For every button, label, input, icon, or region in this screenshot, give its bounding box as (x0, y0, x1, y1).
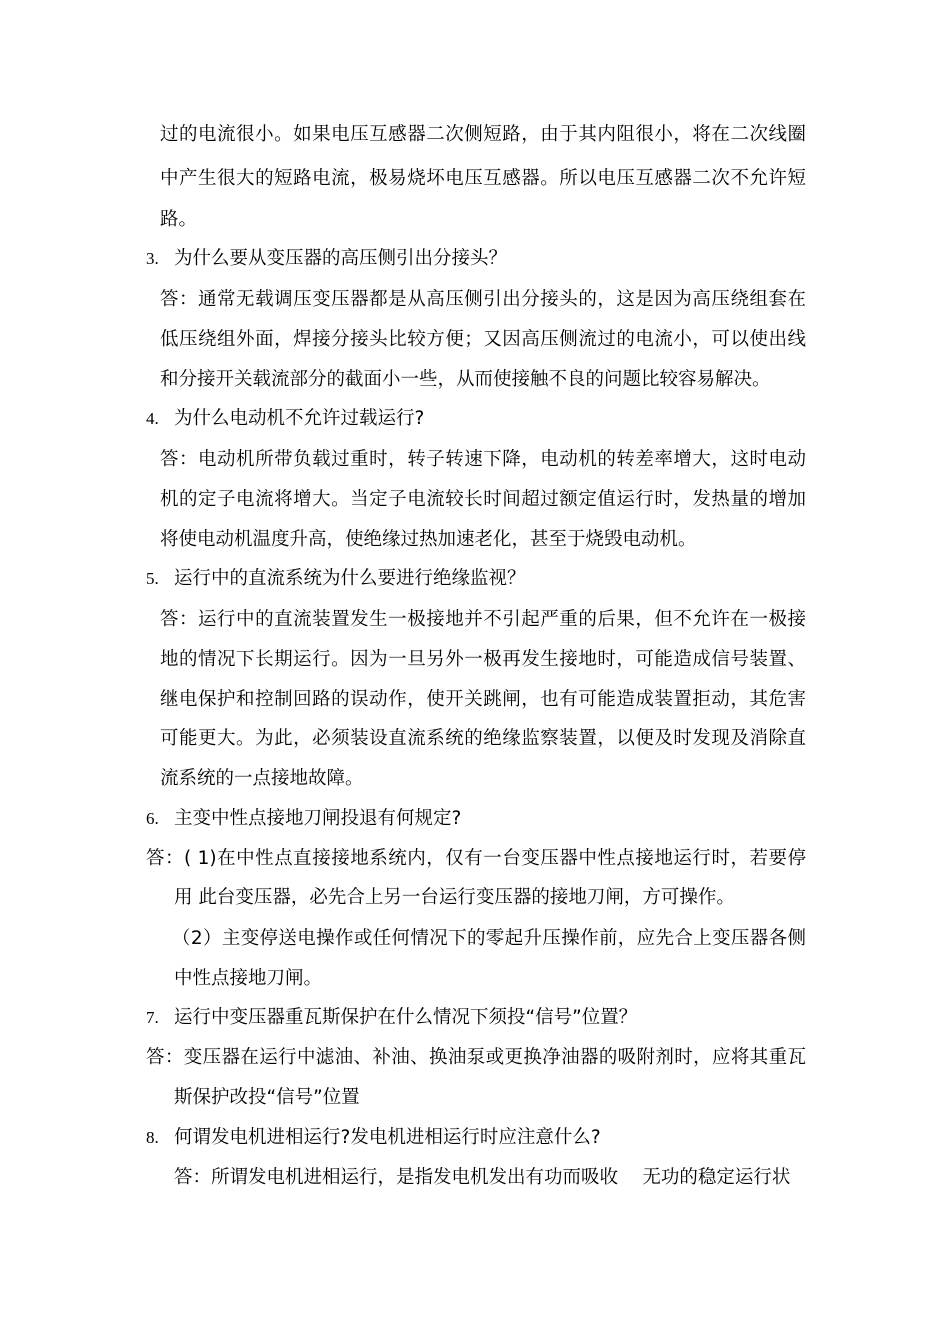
answer-line: 斯保护改投“信号”位置 (174, 1087, 360, 1108)
question-text: 为什么电动机不允许过载运行? (174, 408, 425, 429)
question-text: 主变中性点接地刀闸投退有何规定? (174, 808, 462, 829)
question-text: 运行中的直流系统为什么要进行绝缘监视？ (174, 568, 526, 589)
answer-line: 答：所谓发电机进相运行，是指发电机发出有功而吸收 无功的稳定运行状 (174, 1167, 791, 1188)
answer-line: 可能更大。为此，必须装设直流系统的绝缘监察装置，以便及时发现及消除直 (160, 728, 806, 749)
question-number: 7. (146, 1008, 159, 1027)
answer-line: 中性点接地刀闸。 (174, 968, 323, 989)
answer-line: 答：运行中的直流装置发生一极接地并不引起严重的后果，但不允许在一极接 (160, 609, 806, 630)
answer-line: 答：( 1)在中性点直接接地系统内，仅有一台变压器中性点接地运行时，若要停 (146, 848, 806, 869)
question-number: 5. (146, 569, 159, 588)
answer-line: 低压绕组外面，焊接分接头比较方便；又因高压侧流过的电流小，可以使出线 (160, 329, 806, 350)
answer-line: 机的定子电流将增大。当定子电流较长时间超过额定值运行时，发热量的增加 (160, 489, 806, 510)
answer-line: 和分接开关载流部分的截面小一些，从而使接触不良的问题比较容易解决。 (160, 369, 771, 390)
question-number: 4. (146, 409, 159, 428)
question-number: 6. (146, 809, 159, 828)
answer-line: 继电保护和控制回路的误动作，使开关跳闸，也有可能造成装置拒动，其危害 (160, 689, 806, 710)
question-number: 3. (146, 249, 159, 268)
answer-line: 答：通常无载调压变压器都是从高压侧引出分接头的，这是因为高压绕组套在 (160, 289, 806, 310)
answer-line: 答：电动机所带负载过重时，转子转速下降，电动机的转差率增大，这时电动 (160, 449, 806, 470)
answer-line: 用 此台变压器，必先合上另一台运行变压器的接地刀闸，方可操作。 (174, 887, 735, 908)
answer-line: 流系统的一点接地故障。 (160, 768, 364, 789)
question-number: 8. (146, 1128, 159, 1147)
answer-line: 地的情况下长期运行。因为一旦另外一极再发生接地时，可能造成信号装置、 (160, 649, 806, 670)
question-text: 何谓发电机进相运行?发电机进相运行时应注意什么? (174, 1127, 601, 1148)
answer-line: 将使电动机温度升高，使绝缘过热加速老化，甚至于烧毁电动机。 (160, 529, 697, 550)
answer-continuation-line: 过的电流很小。如果电压互感器二次侧短路，由于其内阻很小，将在二次线圈 (160, 124, 806, 145)
question-text: 运行中变压器重瓦斯保护在什么情况下须投“信号”位置？ (174, 1007, 638, 1028)
question-text: 为什么要从变压器的高压侧引出分接头？ (174, 248, 508, 269)
answer-continuation-line: 中产生很大的短路电流，极易烧坏电压互感器。所以电压互感器二次不允许短 (160, 168, 806, 189)
answer-line: 答：变压器在运行中滤油、补油、换油泵或更换净油器的吸附剂时，应将其重瓦 (146, 1047, 806, 1068)
answer-continuation-line: 路。 (160, 209, 198, 230)
answer-line: （2）主变停送电操作或任何情况下的零起升压操作前，应先合上变压器各侧 (172, 928, 806, 949)
